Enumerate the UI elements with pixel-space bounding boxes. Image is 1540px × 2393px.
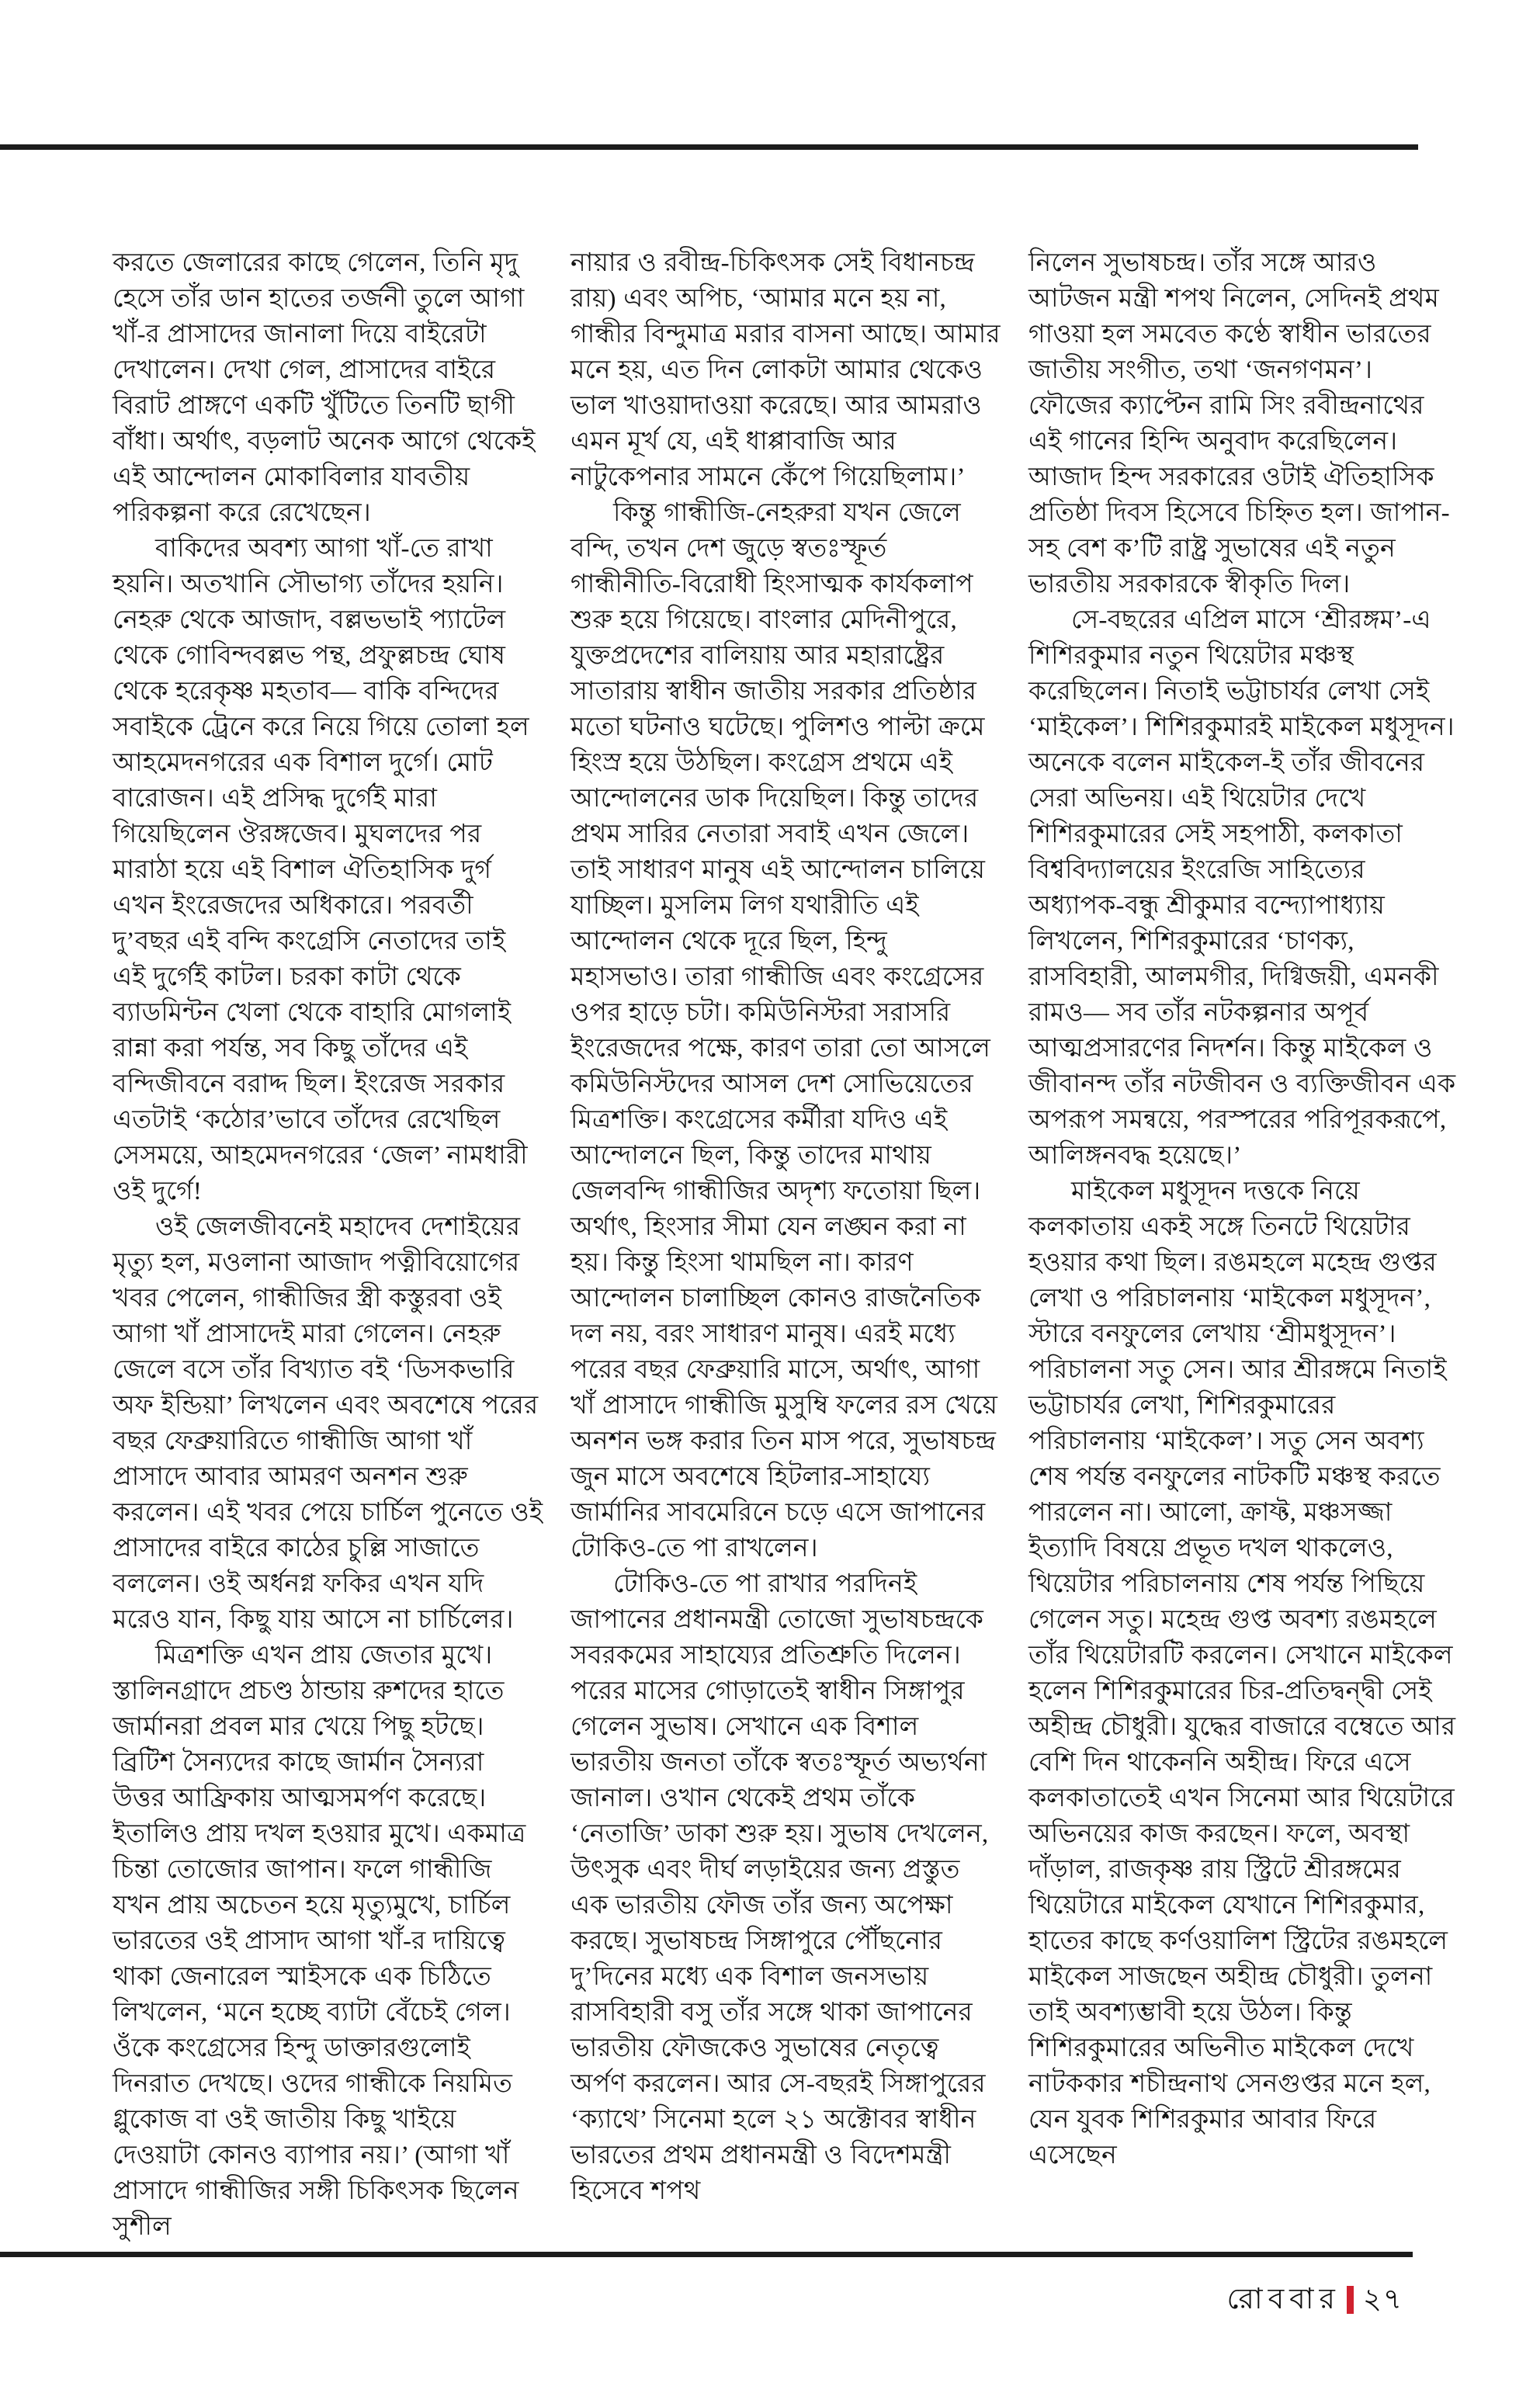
paragraph: করতে জেলারের কাছে গেলেন, তিনি মৃদু হেসে তাঁর ডান হাতের তর্জনী তুলে আগা খাঁ-র প্রাসাদের জানালা দিয়ে বাইরেটা দেখালেন। দেখা গেল, প্রাসাদের বাইরে বিরাট প্রাঙ্গণে একটি খুঁটিতে তিনটি ছাগী বাঁধা। অর্থাৎ, বড়লাট অনেক আগে থেকেই এই আন্দোলন মোকাবিলার যাবতীয় পরিকল্পনা করে রেখেছেন। [113, 249, 536, 527]
paragraph: মাইকেল মধুসূদন দত্তকে নিয়ে কলকাতায় একই সঙ্গে তিনটে থিয়েটার হওয়ার কথা ছিল। রঙমহলে মহেন্দ্র গুপ্তর লেখা ও পরিচালনায় ‘মাইকেল মধুসূদন’, স্টারে বনফুলের লেখায় ‘শ্রীমধুসূদন’। পরিচালনা সতু সেন। আর শ্রীরঙ্গমে নিতাই ভট্টাচার্যর লেখা, শিশিরকুমারের পরিচালনায় ‘মাইকেল’। সতু সেন অবশ্য শেষ পর্যন্ত বনফুলের নাটকটি মঞ্চস্থ করতে পারলেন না। আলো, ক্রাফ্ট, মঞ্চসজ্জা ইত্যাদি বিষয়ে প্রভূত দখল থাকলেও, থিয়েটার পরিচালনায় শেষ পর্যন্ত পিছিয়ে গেলেন সতু। মহেন্দ্র গুপ্ত অবশ্য রঙমহলে তাঁর থিয়েটারটি করলেন। সেখানে মাইকেল হলেন শিশিরকুমারের চির-প্রতিদ্বন্দ্বী সেই অহীন্দ্র চৌধুরী। যুদ্ধের বাজারে বম্বেতে আর বেশি দিন থাকেননি অহীন্দ্র। ফিরে এসে কলকাতাতেই এখন সিনেমা আর থিয়েটারে অভিনয়ের কাজ করছেন। ফলে, অবস্থা দাঁড়াল, রাজকৃষ্ণ রায় স্ট্রিটে শ্রীরঙ্গমের থিয়েটারে মাইকেল যেখানে শিশিরকুমার, হাতের কাছে কর্ণওয়ালিশ স্ট্রিটের রঙমহলে মাইকেল সাজছেন অহীন্দ্র চৌধুরী। তুলনা তাই অবশ্যম্ভাবী হয়ে উঠল। কিন্তু শিশিরকুমারের অভিনীত মাইকেল দেখে নাটককার শচীন্দ্রনাথ সেনগুপ্তর মনে হল, যেন যুবক শিশিরকুমার আবার ফিরে এসেছেন [1028, 1177, 1456, 2169]
paragraph: মিত্রশক্তি এখন প্রায় জেতার মুখে। স্তালিনগ্রাদে প্রচণ্ড ঠান্ডায় রুশদের হাতে জার্মানরা প্রবল মার খেয়ে পিছু হটছে। ব্রিটিশ সৈন্যদের কাছে জার্মান সৈন্যরা উত্তর আফ্রিকায় আত্মসমর্পণ করেছে। ইতালিও প্রায় দখল হওয়ার মুখে। একমাত্র চিন্তা তোজোর জাপান। ফলে গান্ধীজি যখন প্রায় অচেতন হয়ে মৃত্যুমুখে, চার্চিল ভারতের ওই প্রাসাদ আগা খাঁ-র দায়িত্বে থাকা জেনারেল স্মাইসকে এক চিঠিতে লিখলেন, ‘মনে হচ্ছে ব্যাটা বেঁচেই গেল। ওঁকে কংগ্রেসের হিন্দু ডাক্তারগুলোই দিনরাত দেখছে। ওদের গান্ধীকে নিয়মিত গ্লুকোজ বা ওই জাতীয় কিছু খাইয়ে দেওয়াটা কোনও ব্যাপার নয়।’ (আগা খাঁ প্রাসাদে গান্ধীজির সঙ্গী চিকিৎসক ছিলেন সুশীল [113, 1642, 526, 2241]
article-body [113, 245, 1459, 2245]
text-column-2 [571, 245, 1001, 2209]
paragraph: ওই জেলজীবনেই মহাদেব দেশাইয়ের মৃত্যু হল, মওলানা আজাদ পত্নীবিয়োগের খবর পেলেন, গান্ধীজির স্ত্রী কস্তুরবা ওই আগা খাঁ প্রাসাদেই মারা গেলেন। নেহরু জেলে বসে তাঁর বিখ্যাত বই ‘ডিসকভারি অফ ইন্ডিয়া’ লিখলেন এবং অবশেষে পরের বছর ফেব্রুয়ারিতে গান্ধীজি আগা খাঁ প্রাসাদে আবার আমরণ অনশন শুরু করলেন। এই খবর পেয়ে চার্চিল পুনেতে ওই প্রাসাদের বাইরে কাঠের চুল্লি সাজাতে বললেন। ওই অর্ধনগ্ন ফকির এখন যদি মরেও যান, কিছু যায় আসে না চার্চিলের। [113, 1213, 543, 1634]
bottom-divider [0, 2252, 1413, 2257]
paragraph: নায়ার ও রবীন্দ্র-চিকিৎসক সেই বিধানচন্দ্র রায়) এবং অপিচ, ‘আমার মনে হয় না, গান্ধীর বিন্দুমাত্র মরার বাসনা আছে। আমার মনে হয়, এত দিন লোকটা আমার থেকেও ভাল খাওয়াদাওয়া করেছে। আর আমরাও এমন মূর্খ যে, এই ধাপ্পাবাজি আর নাটুকেপনার সামনে কেঁপে গিয়েছিলাম।’ [571, 249, 1001, 491]
magazine-name: রোববার [1226, 2284, 1341, 2315]
paragraph: বাকিদের অবশ্য আগা খাঁ-তে রাখা হয়নি। অতখানি সৌভাগ্য তাঁদের হয়নি। নেহরু থেকে আজাদ, বল্লভভাই প্যাটেল থেকে গোবিন্দবল্লভ পন্থ, প্রফুল্লচন্দ্র ঘোষ থেকে হরেকৃষ্ণ মহতাব— বাকি বন্দিদের সবাইকে ট্রেনে করে নিয়ে গিয়ে তোলা হল আহমেদনগরের এক বিশাল দুর্গে। মোট বারোজন। এই প্রসিদ্ধ দুর্গেই মারা গিয়েছিলেন ঔরঙ্গজেব। মুঘলদের পর মারাঠা হয়ে এই বিশাল ঐতিহাসিক দুর্গ এখন ইংরেজদের অধিকারে। পরবর্তী দু’বছর এই বন্দি কংগ্রেসি নেতাদের তাই এই দুর্গেই কাটল। চরকা কাটা থেকে ব্যাডমিন্টন খেলা থেকে বাহারি মোগলাই রান্না করা পর্যন্ত, সব কিছু তাঁদের এই বন্দিজীবনে বরাদ্দ ছিল। ইংরেজ সরকার এতটাই ‘কঠোর’ভাবে তাঁদের রেখেছিল সেসময়ে, আহমেদনগরের ‘জেল’ নামধারী ওই দুর্গে! [113, 535, 529, 1205]
text-column-3 [1028, 245, 1459, 2173]
paragraph: নিলেন সুভাষচন্দ্র। তাঁর সঙ্গে আরও আটজন মন্ত্রী শপথ নিলেন, সেদিনই প্রথম গাওয়া হল সমবেত কণ্ঠে স্বাধীন ভারতের জাতীয় সংগীত, তথা ‘জনগণমন’। ফৌজের ক্যাপ্টেন রামি সিং রবীন্দ্রনাথের এই গানের হিন্দি অনুবাদ করেছিলেন। আজাদ হিন্দ সরকারের ওটাই ঐতিহাসিক প্রতিষ্ঠা দিবস হিসেবে চিহ্নিত হল। জাপান-সহ বেশ ক’টি রাষ্ট্র সুভাষের এই নতুন ভারতীয় সরকারকে স্বীকৃতি দিল। [1028, 249, 1450, 598]
page-footer [1227, 2282, 1404, 2318]
paragraph: সে-বছরের এপ্রিল মাসে ‘শ্রীরঙ্গম’-এ শিশিরকুমার নতুন থিয়েটার মঞ্চস্থ করেছিলেন। নিতাই ভট্টাচার্যর লেখা সেই ‘মাইকেল’। শিশিরকুমারই মাইকেল মধুসূদন। অনেকে বলেন মাইকেল-ই তাঁর জীবনের সেরা অভিনয়। এই থিয়েটার দেখে শিশিরকুমারের সেই সহপাঠী, কলকাতা বিশ্ববিদ্যালয়ের ইংরেজি সাহিত্যের অধ্যাপক-বন্ধু শ্রীকুমার বন্দ্যোপাধ্যায় লিখলেন, শিশিরকুমারের ‘চাণক্য, রাসবিহারী, আলমগীর, দিগ্বিজয়ী, এমনকী রামও— সব তাঁর নটকল্পনার অপূর্ব আত্মপ্রসারণের নিদর্শন। কিন্তু মাইকেল ও জীবানন্দ তাঁর নটজীবন ও ব্যক্তিজীবন এক অপরূপ সমন্বয়ে, পরস্পরের পরিপূরকরূপে, আলিঙ্গনবদ্ধ হয়েছে।’ [1028, 606, 1456, 1170]
paragraph: কিন্তু গান্ধীজি-নেহরুরা যখন জেলে বন্দি, তখন দেশ জুড়ে স্বতঃস্ফূর্ত গান্ধীনীতি-বিরোধী হিংসাত্মক কার্যকলাপ শুরু হয়ে গিয়েছে। বাংলার মেদিনীপুরে, যুক্তপ্রদেশের বালিয়ায় আর মহারাষ্ট্রের সাতারায় স্বাধীন জাতীয় সরকার প্রতিষ্ঠার মতো ঘটনাও ঘটেছে। পুলিশও পাল্টা ক্রমে হিংস্র হয়ে উঠছিল। কংগ্রেস প্রথমে এই আন্দোলনের ডাক দিয়েছিল। কিন্তু তাদের প্রথম সারির নেতারা সবাই এখন জেলে। তাই সাধারণ মানুষ এই আন্দোলন চালিয়ে যাচ্ছিল। মুসলিম লিগ যথারীতি এই আন্দোলন থেকে দূরে ছিল, হিন্দু মহাসভাও। তারা গান্ধীজি এবং কংগ্রেসের ওপর হাড়ে চটা। কমিউনিস্টরা সরাসরি ইংরেজদের পক্ষে, কারণ তারা তো আসলে কমিউনিস্টদের আসল দেশ সোভিয়েতের মিত্রশক্তি। কংগ্রেসের কর্মীরা যদিও এই আন্দোলনে ছিল, কিন্তু তাদের মাথায় জেলবন্দি গান্ধীজির অদৃশ্য ফতোয়া ছিল। অর্থাৎ, হিংসার সীমা যেন লঙ্ঘন করা না হয়। কিন্তু হিংসা থামছিল না। কারণ আন্দোলন চালাচ্ছিল কোনও রাজনৈতিক দল নয়, বরং সাধারণ মানুষ। এরই মধ্যে পরের বছর ফেব্রুয়ারি মাসে, অর্থাৎ, আগা খাঁ প্রাসাদে গান্ধীজি মুসুম্বি ফলের রস খেয়ে অনশন ভঙ্গ করার তিন মাস পরে, সুভাষচন্দ্র জুন মাসে অবশেষে হিটলার-সাহায্যে জার্মানির সাবমেরিনে চড়ে এসে জাপানের টোকিও-তে পা রাখলেন। [571, 499, 998, 1562]
top-divider [0, 144, 1418, 150]
text-column-1 [113, 245, 543, 2245]
paragraph: টোকিও-তে পা রাখার পরদিনই জাপানের প্রধানমন্ত্রী তোজো সুভাষচন্দ্রকে সবরকমের সাহায্যের প্রতিশ্রুতি দিলেন। পরের মাসের গোড়াতেই স্বাধীন সিঙ্গাপুর গেলেন সুভাষ। সেখানে এক বিশাল ভারতীয় জনতা তাঁকে স্বতঃস্ফূর্ত অভ্যর্থনা জানাল। ওখান থেকেই প্রথম তাঁকে ‘নেতাজি’ ডাকা শুরু হয়। সুভাষ দেখলেন, উৎসুক এবং দীর্ঘ লড়াইয়ের জন্য প্রস্তুত এক ভারতীয় ফৌজ তাঁর জন্য অপেক্ষা করছে। সুভাষচন্দ্র সিঙ্গাপুরে পৌঁছনোর দু’দিনের মধ্যে এক বিশাল জনসভায় রাসবিহারী বসু তাঁর সঙ্গে থাকা জাপানের ভারতীয় ফৌজকেও সুভাষের নেতৃত্বে অর্পণ করলেন। আর সে-বছরই সিঙ্গাপুরের ‘ক্যাথে’ সিনেমা হলে ২১ অক্টোবর স্বাধীন ভারতের প্রথম প্রধানমন্ত্রী ও বিদেশমন্ত্রী হিসেবে শপথ [571, 1570, 989, 2205]
page-number: ২৭ [1362, 2284, 1403, 2315]
footer-separator-bar [1347, 2286, 1354, 2314]
